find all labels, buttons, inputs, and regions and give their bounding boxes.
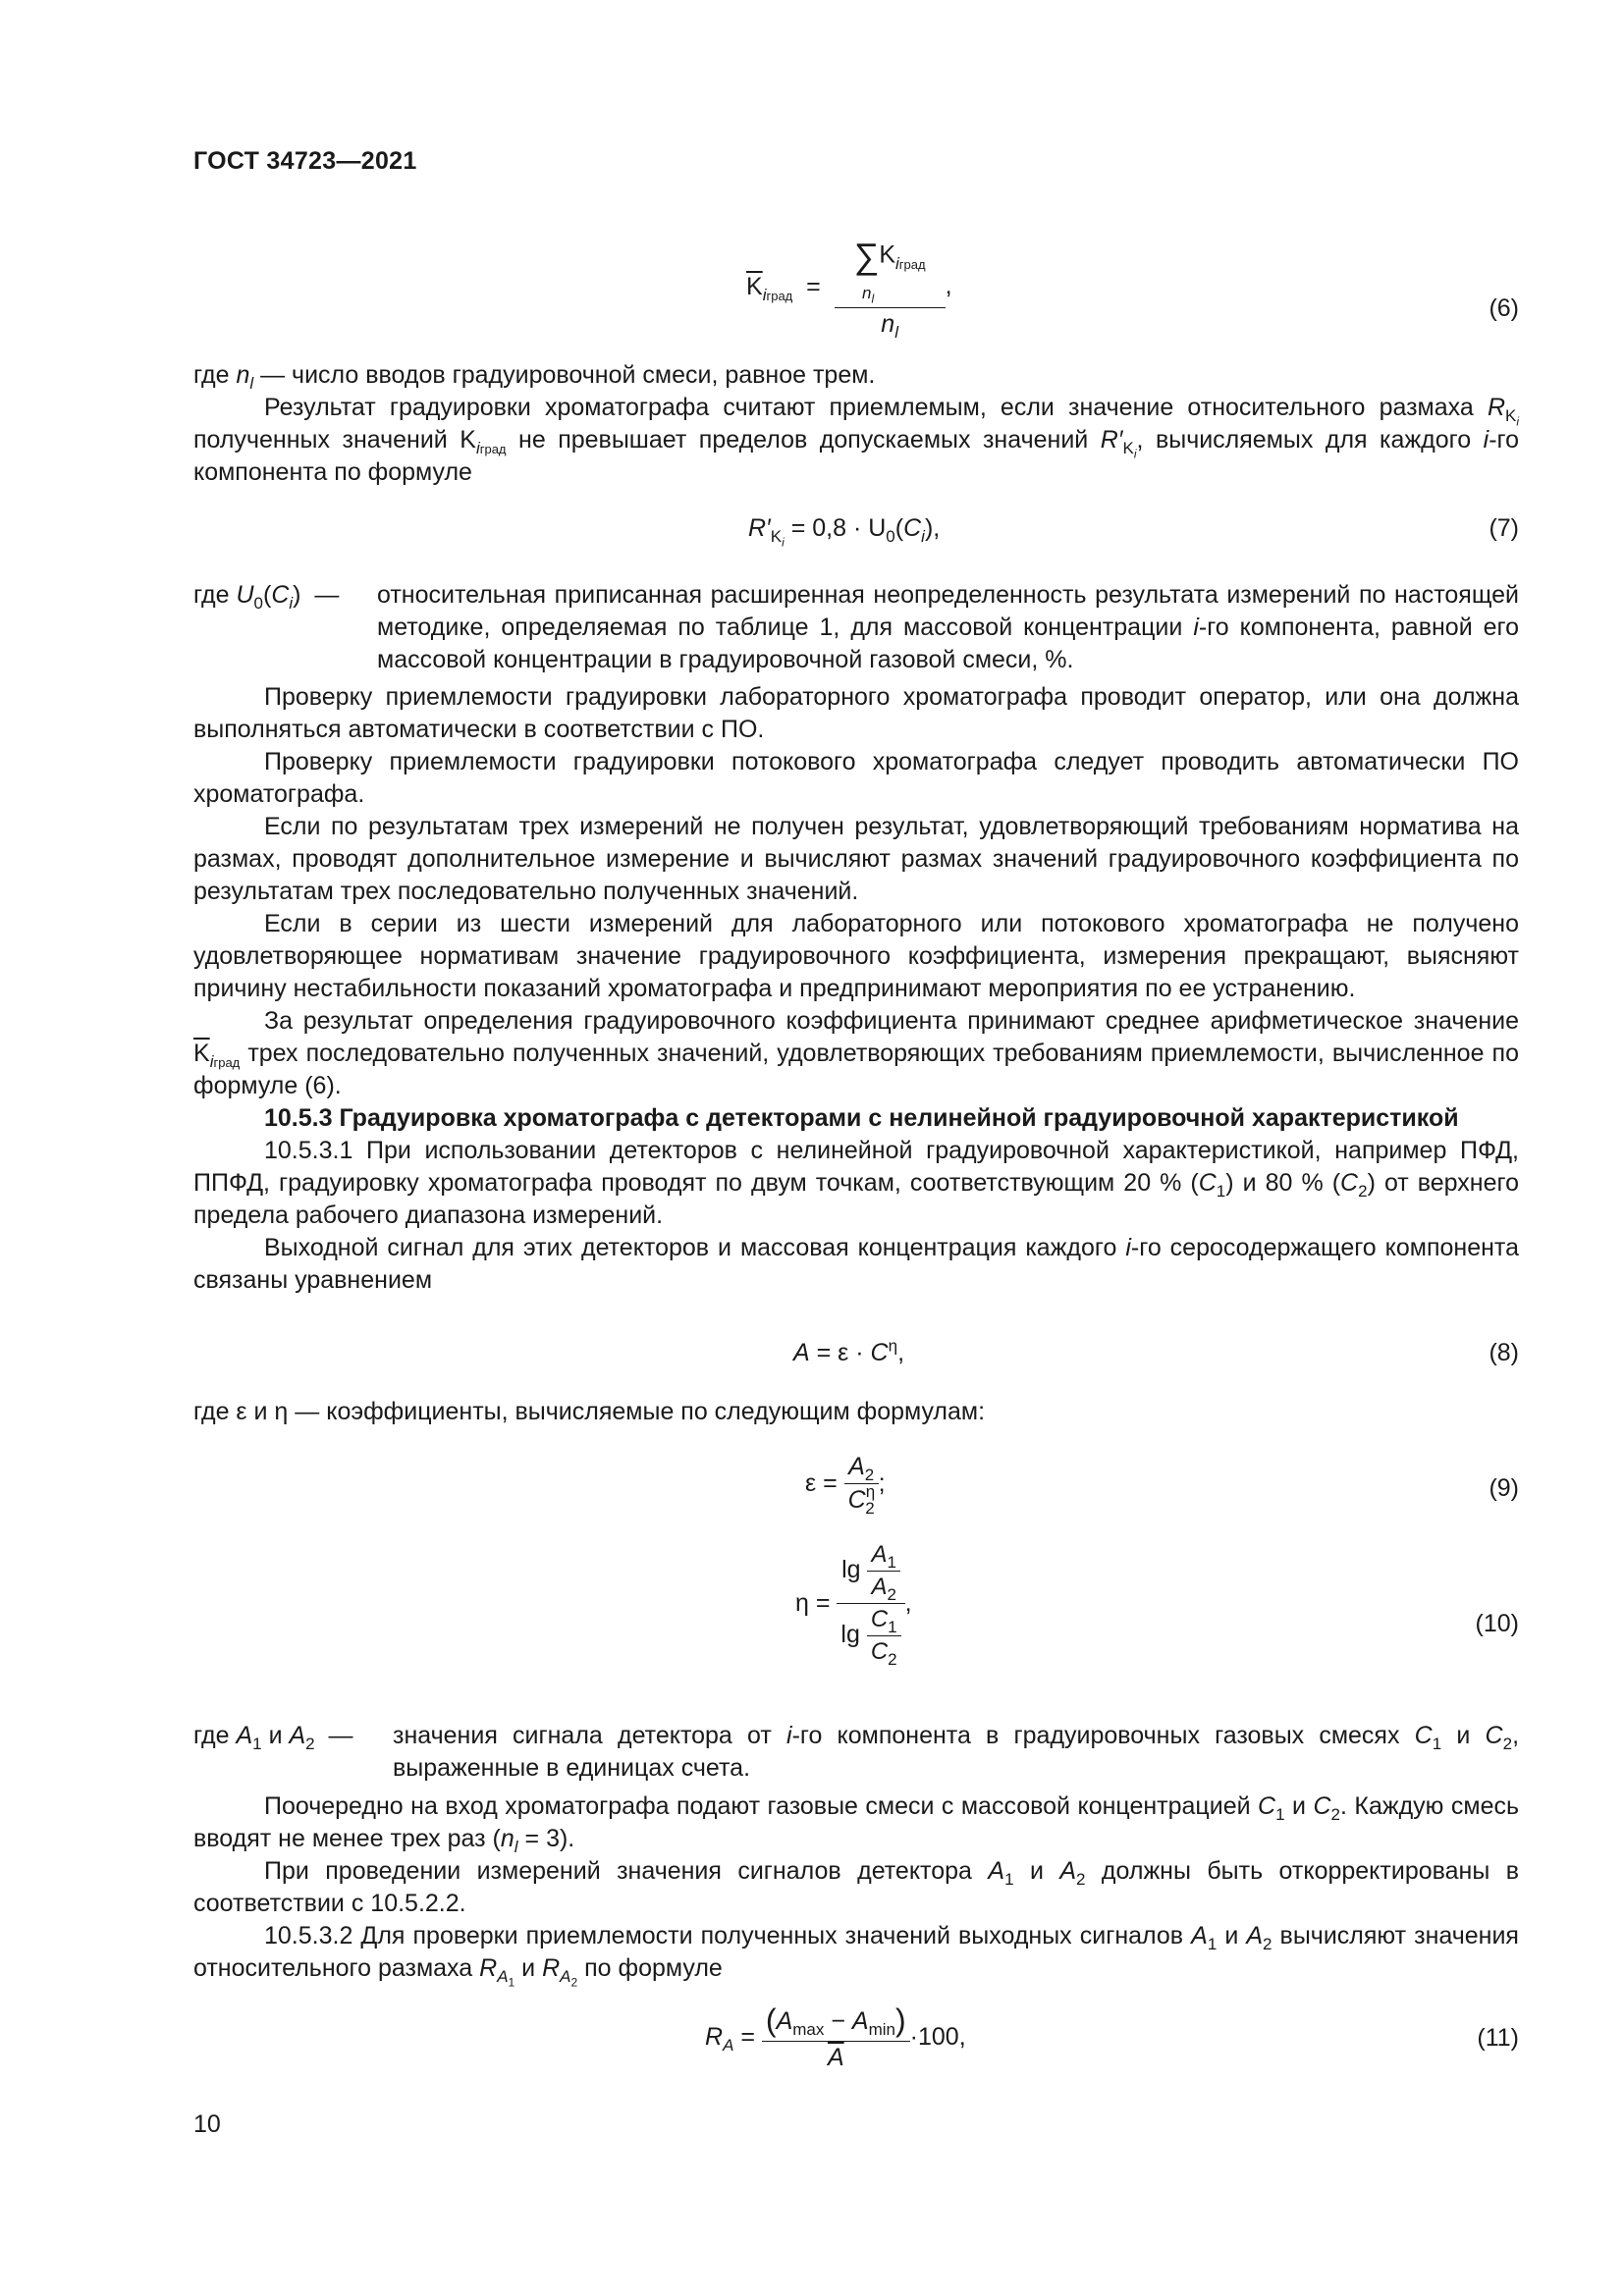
paragraph: При проведении измерений значения сигналов детектора $A_1$ и $A_2$ должны быть откорректированы в соответствии с 10.5.2.2.: [193, 1857, 1519, 1917]
equation-11: $R_A$ = $\frac{(A_{max} - A_{min})}{A}$ ·100,: [705, 2002, 966, 2071]
paragraph: Поочередно на вход хроматографа подают газовые смеси с массовой концентрацией $C_1$ и $C_2$. Каждую смесь вводят не менее трех раз $(n_l = 3)$.: [193, 1792, 1520, 1856]
paragraph: Результат градуировки хроматографа считают приемлемым, если значение относительного размаха $R_{K_i}$ полученных значений $K_{iград}$ не превышает пределов допускаемых значений $R'_{K_i}$, вычисляемых для каждого i-го компонента по формуле: [193, 394, 1520, 486]
paragraph: 10.5.3.2 Для проверки приемлемости полученных значений выходных сигналов $A_1$ и $A_2$ вычисляют значения относительного размаха $R_{A_1}$ и $R_{A_2}$ по формуле: [193, 1922, 1519, 1990]
equation-11-number: (11): [1477, 2024, 1519, 2052]
page-number: 10: [193, 2110, 221, 2138]
equation-7: $R'_{K_i} = 0,8 \cdot U_0(C_i)$,: [748, 514, 941, 550]
equation-6-number: (6): [1489, 294, 1519, 322]
paragraph: где ε и η — коэффициенты, вычисляемые по следующим формулам:: [193, 1398, 986, 1425]
paragraph: Если по результатам трех измерений не получен результат, удовлетворяющий требованиям норматива на размах, проводят дополнительное измерение и вычисляют размах значений градуировочного коэффициента по результатам трех последовательно полученных значений.: [193, 813, 1519, 905]
equation-6: $\overline{K}_{iград}$ = $\sum K_{iград}$ $n_l$ $n_l$ ,: [746, 236, 952, 342]
equation-8-number: (8): [1489, 1339, 1519, 1366]
section-heading-10-5-3: 10.5.3 Градуировка хроматографа с детекторами с нелинейной градуировочной характеристикой: [264, 1104, 1459, 1132]
paragraph: где $n_l$ — число вводов градуировочной смеси, равное трем.: [193, 361, 876, 393]
equation-8: $A = \varepsilon \cdot C^\eta$,: [793, 1336, 905, 1366]
equation-10: η = lg $\frac{A_1}{A_2}$ lg $\frac{C_1}{C_2}$ ,: [795, 1541, 912, 1669]
text-block-3: [193, 1396, 1519, 1428]
where-u0-definition: где $U_0(C_i)$ — относительная приписанная расширенная неопределенность результата измерений по настоящей методике, определяемая по таблице 1, для массовой концентрации i-го компонента, равной его массовой концентрации в градуировочной газовой смеси, %.: [193, 581, 1520, 673]
equation-7-number: (7): [1489, 514, 1519, 542]
paragraph: За результат определения градуировочного коэффициента принимают среднее арифметическое значение $\overline{K}_{iград}$ трех последовательно полученных значений, удовлетворяющих требованиям приемлемости, вычисленное по формуле (6).: [193, 1007, 1519, 1099]
document-header: ГОСТ 34723—2021: [193, 147, 417, 175]
text-block-1: [193, 359, 1519, 489]
paragraph: 10.5.3.1 При использовании детекторов с нелинейной градуировочной характеристикой, например ПФД, ППФД, градуировку хроматографа проводят по двум точкам, соответствующим 20 % $(C_1)$ и 80 % $(C_2)$ от верхнего предела рабочего диапазона измерений.: [193, 1137, 1519, 1229]
paragraph: Проверку приемлемости градуировки потокового хроматографа следует проводить автоматически ПО хроматографа.: [193, 748, 1519, 808]
equation-9-number: (9): [1489, 1474, 1519, 1502]
text-block-4: [193, 1790, 1520, 1990]
paragraph: Выходной сигнал для этих детекторов и массовая концентрация каждого i-го серосодержащего компонента связаны уравнением: [193, 1234, 1519, 1294]
text-block-2: [193, 681, 1519, 1297]
paragraph: Проверку приемлемости градуировки лабораторного хроматографа проводит оператор, или она должна выполняться автоматически в соответствии с ПО.: [193, 683, 1519, 743]
paragraph: Если в серии из шести измерений для лабораторного или потокового хроматографа не получено удовлетворяющее нормативам значение градуировочного коэффициента, измерения прекращают, выясняют причину нестабильности показаний хроматографа и предпринимают мероприятия по ее устранению.: [193, 910, 1519, 1002]
equation-10-number: (10): [1475, 1610, 1519, 1637]
where-a1-a2-definition: где $A_1$ и $A_2$ — значения сигнала детектора от i-го компонента в градуировочных газовых смесях $C_1$ и $C_2$, выраженные в единицах счета.: [193, 1722, 1520, 1782]
equation-9: ε = $\frac{A_2}{C^\eta_2}$ ;: [805, 1453, 886, 1518]
equation-6-fraction: $\sum K_{iград}$ $n_l$ $n_l$: [835, 236, 946, 339]
